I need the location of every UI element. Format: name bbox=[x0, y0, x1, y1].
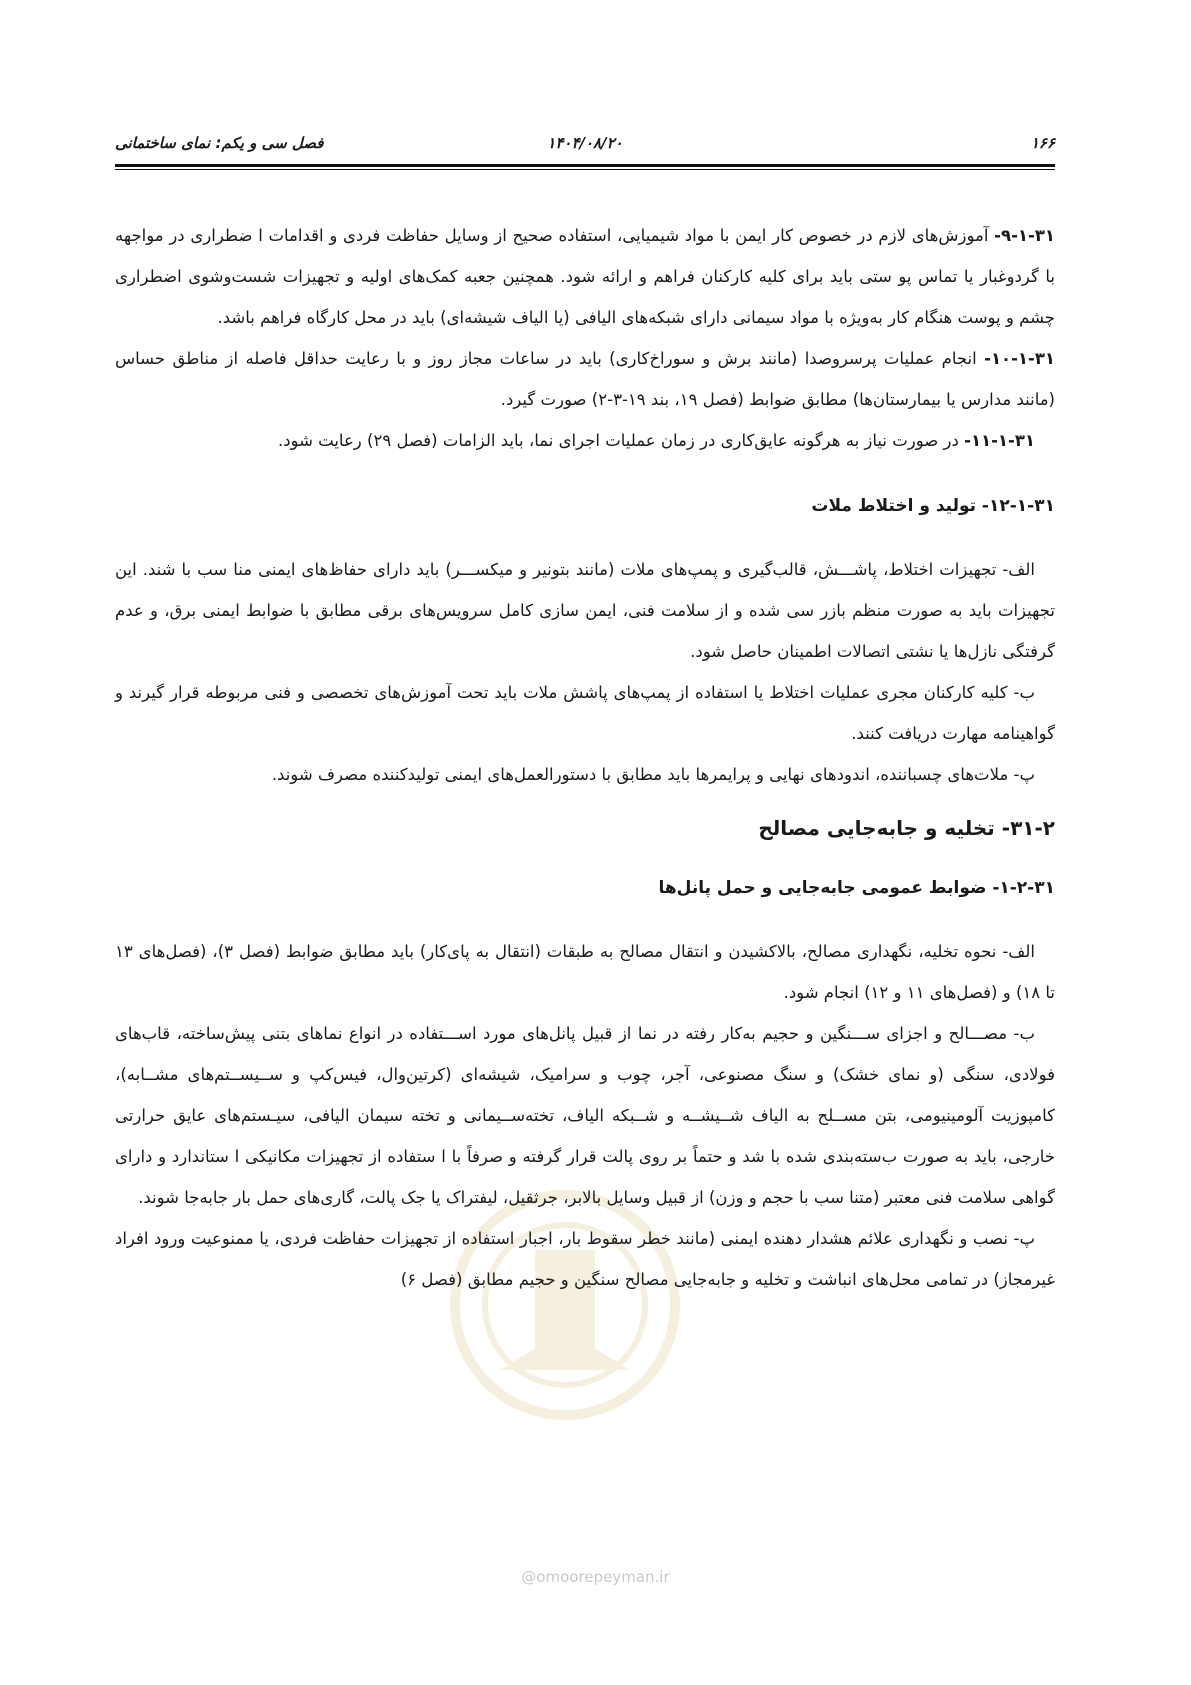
subsection-heading-2-1: ۱-۲-۳۱- ضوابط عمومی جابه‌جایی و حمل پانل‌ها bbox=[658, 878, 1055, 898]
paragraph-9 bbox=[115, 215, 1055, 338]
paragraph-11 bbox=[115, 420, 1055, 461]
paragraph-10 bbox=[115, 338, 1055, 420]
header-rule-thin bbox=[115, 169, 1055, 170]
list-item-pe: پ- نصب و نگهداری علائم هشدار دهنده ایمنی (مانند خطر سقوط بار، اجبار استفاده از تجهیزات حفاظت فردی، یا ممنوعیت ورود افراد غیرمجاز) در تمامی محل‌های انباشت و تخلیه و جابه‌جایی مصالح سنگین و حجیم مطابق (فصل ۶) bbox=[115, 1229, 1055, 1289]
list-item-be: ب- کلیه کارکنان مجری عملیات اختلاط یا استفاده از پمپ‌های پاشش ملات باید تحت آموزش‌های تخصصی و فنی مربوطه قرار گیرند و گواهینامه مهارت دریافت کنند. bbox=[115, 683, 1055, 743]
list-item-alef: الف- تجهیزات اختلاط، پاشـــش، قالب‌گیری و پمپ‌های ملات (مانند بتونیر و میکســـر) باید دارای حفاظ‌های ایمنی منا سب با شند. این تجهیزات باید به صورت منظم بازر سی شده و از سلامت فنی، ایمن سازی کامل سرویس‌های برقی مطابق با ضوابط ایمنی برق، و عدم گرفتگی نازل‌ها یا نشتی اتصالات اطمینان حاصل شود. bbox=[115, 560, 1055, 661]
clause-text: انجام عملیات پرسروصدا (مانند برش و سوراخ‌کاری) باید در ساعات مجاز روز و با رعایت حداقل فاصله از مناطق حساس (مانند مدارس یا بیمارستان‌ها) مطابق ضوابط (فصل ۱۹، بند ۱۹-۳-۲) صورت گیرد. bbox=[115, 349, 1055, 409]
clause-text: در صورت نیاز به هرگونه عایق‌کاری در زمان عملیات اجرای نما، باید الزامات (فصل ۲۹) رعایت شود. bbox=[277, 431, 965, 450]
header-rule-thick bbox=[115, 164, 1055, 167]
chapter-title: فصل سی و یکم: نمای ساختمانی bbox=[115, 134, 324, 152]
header-date: ۱۴۰۴/۰۸/۲۰ bbox=[547, 134, 623, 152]
section-heading-2: ۳۱-۲- تخلیه و جابه‌جایی مصالح bbox=[758, 816, 1055, 840]
list-item-alef: الف- نحوه تخلیه، نگهداری مصالح، بالاکشیدن و انتقال مصالح به طبقات (انتقال به پای‌کار) باید مطابق ضوابط (فصل ۳)، (فصل‌های ۱۳ تا ۱۸) و (فصل‌های ۱۱ و ۱۲) انجام شود. bbox=[115, 942, 1055, 1002]
main-content bbox=[115, 215, 1055, 1300]
clause-text: آموزش‌های لازم در خصوص کار ایمن با مواد شیمیایی، استفاده صحیح از وسایل حفاظت فردی و اقدامات ا ضطراری در مواجهه با گردوغبار یا تماس پو ستی باید برای کلیه کارکنان فراهم و ارائه شود. همچنین جعبه کمک‌های اولیه و تجهیزات شست‌وشوی اضطراری چشم و پوست هنگام کار به‌ویژه با مواد سیمانی دارای شبکه‌های الیافی (یا الیاف شیشه‌ای) باید در محل کارگاه فراهم باشد. bbox=[115, 226, 1055, 327]
page-number: ۱۶۶ bbox=[1030, 134, 1055, 152]
list-item-be: ب- مصـــالح و اجزای ســـنگین و حجیم به‌کار رفته در نما از قبیل پانل‌های مورد اســـتفاده در انواع نماهای بتنی پیش‌ساخته، قاب‌های فولادی، سنگی (و نمای خشک) و سنگ مصنوعی، آجر، چوب و سرامیک، شیشه‌ای (کرتین‌وال، فیس‌کپ و ســیســتم‌های مشــابه)، کامپوزیت آلومینیومی، بتن مســلح به الیاف شــیشــه و شــبکه الیاف، تخته‌ســیمانی و تخته سیمان الیافی، سیـستم‌های عایق حرارتی خارجی، باید به صورت ب‌سته‌بندی شده با شد و حتماً بر روی پالت قرار گرفته و صرفاً با ا ستفاده از تجهیزات مکانیکی ا ستاندارد و دارای گواهی سلامت فنی معتبر (متنا سب با حجم و وزن) از قبیل وسایل بالابر، جرثقیل، لیفتراک یا جک پالت، گاری‌های حمل بار جابه‌جا شوند. bbox=[115, 1024, 1055, 1207]
subsection-heading-12: ۱۲-۱-۳۱- تولید و اختلاط ملات bbox=[811, 496, 1055, 516]
clause-number: ۹-۱-۳۱- bbox=[994, 226, 1055, 245]
clause-number: ۱۱-۱-۳۱- bbox=[964, 431, 1035, 450]
footer-watermark-text: @omoorepeyman.ir bbox=[521, 1568, 670, 1586]
page-header bbox=[115, 128, 1055, 158]
list-item-pe: پ- ملات‌های چسباننده، اندودهای نهایی و پرایمرها باید مطابق با دستورالعمل‌های ایمنی تولیدکننده مصرف شوند. bbox=[271, 765, 1035, 784]
clause-number: ۱۰-۱-۳۱- bbox=[984, 349, 1055, 368]
